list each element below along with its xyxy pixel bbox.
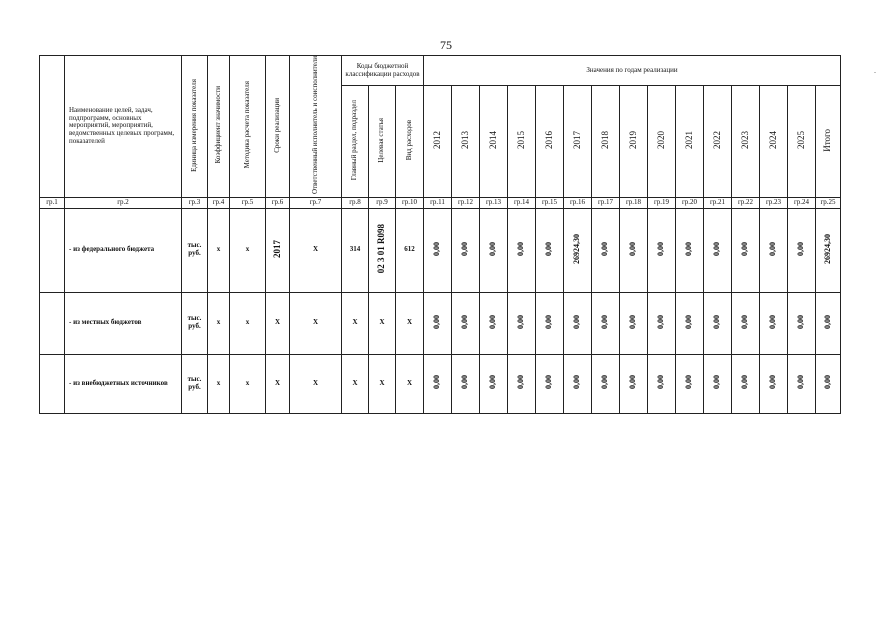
row-code-target: 02 3 01 R098 bbox=[376, 224, 387, 274]
row-unit: тыс. руб. bbox=[182, 292, 208, 354]
group-label: гр.18 bbox=[620, 197, 648, 208]
header-year: 2021 bbox=[683, 131, 694, 150]
row-value: 0,00 bbox=[796, 375, 806, 390]
header-year-cell bbox=[592, 86, 620, 198]
header-year: 2020 bbox=[655, 131, 666, 150]
header-year-cell bbox=[620, 86, 648, 198]
total-cell bbox=[816, 354, 841, 413]
row-code-target: Х bbox=[369, 292, 396, 354]
header-year: 2019 bbox=[627, 131, 638, 150]
group-label: гр.22 bbox=[732, 197, 760, 208]
group-label: гр.9 bbox=[369, 197, 396, 208]
header-code-type: Вид расходов bbox=[404, 119, 413, 161]
row-code-type: Х bbox=[396, 292, 424, 354]
table-row-extrabudgetary bbox=[40, 354, 841, 413]
row-responsible: Х bbox=[290, 292, 342, 354]
header-term-cell bbox=[266, 56, 290, 198]
group-label: гр.1 bbox=[40, 197, 65, 208]
row-value: 0,00 bbox=[488, 241, 498, 256]
value-cell bbox=[564, 354, 592, 413]
value-cell bbox=[480, 292, 508, 354]
group-label: гр.20 bbox=[676, 197, 704, 208]
header-year: 2014 bbox=[487, 131, 498, 150]
row-value: 0,00 bbox=[488, 375, 498, 390]
row-value: 0,00 bbox=[768, 314, 778, 329]
value-cell bbox=[424, 354, 452, 413]
value-cell bbox=[620, 354, 648, 413]
row-name: - из местных бюджетов bbox=[65, 292, 182, 354]
group-label: гр.19 bbox=[648, 197, 676, 208]
header-total: Итого bbox=[822, 128, 833, 152]
row-total: 0,00 bbox=[822, 375, 832, 390]
header-responsible: Ответственный исполнитель и соисполнители bbox=[310, 56, 319, 194]
group-label: гр.6 bbox=[266, 197, 290, 208]
value-cell bbox=[452, 354, 480, 413]
row-term: Х bbox=[266, 354, 290, 413]
value-cell bbox=[732, 208, 760, 292]
group-label: гр.16 bbox=[564, 197, 592, 208]
row-total: 26924,30 bbox=[822, 233, 832, 264]
row-unit: тыс. руб. bbox=[182, 354, 208, 413]
group-label: гр.25 bbox=[816, 197, 841, 208]
value-cell bbox=[564, 208, 592, 292]
header-year: 2018 bbox=[599, 131, 610, 150]
value-cell bbox=[676, 208, 704, 292]
row-code-target: Х bbox=[369, 354, 396, 413]
value-cell bbox=[536, 354, 564, 413]
value-cell bbox=[564, 292, 592, 354]
row-value: 0,00 bbox=[544, 241, 554, 256]
header-year: 2015 bbox=[515, 131, 526, 150]
header-year-cell bbox=[732, 86, 760, 198]
value-cell bbox=[536, 292, 564, 354]
value-cell bbox=[760, 208, 788, 292]
header-year-cell bbox=[424, 86, 452, 198]
row-code-main: Х bbox=[342, 354, 369, 413]
row-value: 0,00 bbox=[432, 314, 442, 329]
value-cell bbox=[760, 354, 788, 413]
row-value: 0,00 bbox=[460, 241, 470, 256]
row-coef: х bbox=[208, 208, 230, 292]
value-cell bbox=[452, 292, 480, 354]
header-code-main-cell bbox=[342, 86, 369, 198]
total-cell bbox=[816, 208, 841, 292]
empty-cell bbox=[40, 292, 65, 354]
value-cell bbox=[676, 354, 704, 413]
header-year: 2023 bbox=[739, 131, 750, 150]
value-cell bbox=[732, 354, 760, 413]
header-code-target-cell bbox=[369, 86, 396, 198]
row-value: 0,00 bbox=[796, 314, 806, 329]
header-year: 2012 bbox=[431, 131, 442, 150]
row-value: 0,00 bbox=[432, 241, 442, 256]
header-year: 2022 bbox=[711, 131, 722, 150]
value-cell bbox=[424, 208, 452, 292]
value-cell bbox=[760, 292, 788, 354]
header-blank-cell bbox=[40, 56, 65, 198]
row-value: 0,00 bbox=[796, 241, 806, 256]
header-year: 2025 bbox=[795, 131, 806, 150]
row-value: 0,00 bbox=[600, 241, 610, 256]
value-cell bbox=[648, 208, 676, 292]
row-value: 0,00 bbox=[488, 314, 498, 329]
group-label: гр.11 bbox=[424, 197, 452, 208]
row-name: - из федерального бюджета bbox=[65, 208, 182, 292]
header-codes-group: Коды бюджетной классификации расходов bbox=[342, 56, 424, 86]
table-row-local bbox=[40, 292, 841, 354]
row-value: 0,00 bbox=[432, 375, 442, 390]
header-year-cell bbox=[648, 86, 676, 198]
header-year: 2013 bbox=[459, 131, 470, 150]
value-cell bbox=[592, 354, 620, 413]
group-label: гр.7 bbox=[290, 197, 342, 208]
value-cell bbox=[704, 354, 732, 413]
row-code-type: Х bbox=[396, 354, 424, 413]
row-value: 0,00 bbox=[516, 241, 526, 256]
value-cell bbox=[676, 292, 704, 354]
row-method: х bbox=[230, 354, 266, 413]
row-term: Х bbox=[266, 292, 290, 354]
row-value: 0,00 bbox=[516, 314, 526, 329]
value-cell bbox=[788, 354, 816, 413]
group-label: гр.10 bbox=[396, 197, 424, 208]
header-year-cell bbox=[536, 86, 564, 198]
row-value: 0,00 bbox=[712, 314, 722, 329]
row-value: 0,00 bbox=[572, 375, 582, 390]
row-value: 0,00 bbox=[740, 375, 750, 390]
row-value: 0,00 bbox=[712, 241, 722, 256]
row-code-main: 314 bbox=[342, 208, 369, 292]
header-year-cell bbox=[480, 86, 508, 198]
row-value: 0,00 bbox=[572, 314, 582, 329]
row-coef: х bbox=[208, 354, 230, 413]
budget-table bbox=[39, 55, 841, 414]
table-row-federal bbox=[40, 208, 841, 292]
row-name: - из внебюджетных источников bbox=[65, 354, 182, 413]
row-value: 0,00 bbox=[684, 241, 694, 256]
value-cell bbox=[732, 292, 760, 354]
row-code-main: Х bbox=[342, 292, 369, 354]
row-total: 0,00 bbox=[822, 314, 832, 329]
group-label: гр.2 bbox=[65, 197, 182, 208]
row-code-type: 612 bbox=[396, 208, 424, 292]
row-value: 0,00 bbox=[628, 314, 638, 329]
total-cell bbox=[816, 292, 841, 354]
row-value: 0,00 bbox=[768, 375, 778, 390]
row-term: 2017 bbox=[271, 239, 282, 258]
value-cell bbox=[536, 208, 564, 292]
header-year: 2024 bbox=[767, 131, 778, 150]
row-value: 0,00 bbox=[740, 314, 750, 329]
row-value: 0,00 bbox=[656, 375, 666, 390]
row-responsible: Х bbox=[290, 208, 342, 292]
group-number-row bbox=[40, 197, 841, 208]
header-year: 2017 bbox=[571, 131, 582, 150]
margin-mark: - bbox=[874, 70, 876, 76]
header-year-cell bbox=[676, 86, 704, 198]
value-cell bbox=[620, 208, 648, 292]
header-year-cell bbox=[704, 86, 732, 198]
row-method: х bbox=[230, 292, 266, 354]
row-value: 0,00 bbox=[460, 375, 470, 390]
group-label: гр.5 bbox=[230, 197, 266, 208]
header-year-cell bbox=[564, 86, 592, 198]
group-label: гр.15 bbox=[536, 197, 564, 208]
row-value: 0,00 bbox=[460, 314, 470, 329]
group-label: гр.21 bbox=[704, 197, 732, 208]
value-cell bbox=[508, 208, 536, 292]
header-year-cell bbox=[788, 86, 816, 198]
empty-cell bbox=[40, 354, 65, 413]
group-label: гр.17 bbox=[592, 197, 620, 208]
header-code-target: Целевая статья bbox=[377, 117, 386, 163]
row-method: х bbox=[230, 208, 266, 292]
value-cell bbox=[592, 292, 620, 354]
row-value: 0,00 bbox=[768, 241, 778, 256]
value-cell bbox=[452, 208, 480, 292]
header-unit: Единица измерения показателя bbox=[189, 78, 198, 172]
row-value: 0,00 bbox=[544, 314, 554, 329]
row-value: 0,00 bbox=[516, 375, 526, 390]
header-code-type-cell bbox=[396, 86, 424, 198]
value-cell bbox=[704, 292, 732, 354]
row-value: 0,00 bbox=[600, 375, 610, 390]
value-cell bbox=[788, 208, 816, 292]
value-cell bbox=[648, 354, 676, 413]
group-label: гр.24 bbox=[788, 197, 816, 208]
row-code-target-cell bbox=[369, 208, 396, 292]
row-value: 0,00 bbox=[628, 241, 638, 256]
value-cell bbox=[508, 292, 536, 354]
header-method-cell bbox=[230, 56, 266, 198]
row-coef: х bbox=[208, 292, 230, 354]
row-value: 0,00 bbox=[600, 314, 610, 329]
header-coef: Коэффициент значимости bbox=[213, 86, 222, 164]
header-code-main: Главный раздел, подраздел bbox=[350, 99, 359, 181]
header-total-cell bbox=[816, 86, 841, 198]
row-value: 0,00 bbox=[628, 375, 638, 390]
group-label: гр.13 bbox=[480, 197, 508, 208]
row-value: 26924,30 bbox=[572, 233, 582, 264]
header-row-top bbox=[40, 56, 841, 86]
header-term: Сроки реализации bbox=[272, 97, 281, 153]
row-term-cell bbox=[266, 208, 290, 292]
header-name: Наименование целей, задач, подпрограмм, основных мероприятий, мероприятий, ведомственных целевых программ, показателей bbox=[65, 56, 182, 198]
row-value: 0,00 bbox=[684, 314, 694, 329]
row-value: 0,00 bbox=[544, 375, 554, 390]
value-cell bbox=[480, 208, 508, 292]
value-cell bbox=[704, 208, 732, 292]
group-label: гр.8 bbox=[342, 197, 369, 208]
value-cell bbox=[508, 354, 536, 413]
header-method: Методика расчета показателя bbox=[242, 81, 251, 169]
group-label: гр.4 bbox=[208, 197, 230, 208]
value-cell bbox=[620, 292, 648, 354]
row-value: 0,00 bbox=[684, 375, 694, 390]
header-coef-cell bbox=[208, 56, 230, 198]
value-cell bbox=[424, 292, 452, 354]
row-responsible: Х bbox=[290, 354, 342, 413]
value-cell bbox=[592, 208, 620, 292]
empty-cell bbox=[40, 208, 65, 292]
header-unit-cell bbox=[182, 56, 208, 198]
page-number: 75 bbox=[440, 38, 452, 52]
header-values-group: Значения по годам реализации bbox=[424, 56, 841, 86]
header-year-cell bbox=[760, 86, 788, 198]
value-cell bbox=[648, 292, 676, 354]
group-label: гр.12 bbox=[452, 197, 480, 208]
value-cell bbox=[480, 354, 508, 413]
group-label: гр.14 bbox=[508, 197, 536, 208]
header-year: 2016 bbox=[543, 131, 554, 150]
header-year-cell bbox=[508, 86, 536, 198]
value-cell bbox=[788, 292, 816, 354]
group-label: гр.3 bbox=[182, 197, 208, 208]
group-label: гр.23 bbox=[760, 197, 788, 208]
header-year-cell bbox=[452, 86, 480, 198]
header-responsible-cell bbox=[290, 56, 342, 198]
row-value: 0,00 bbox=[656, 241, 666, 256]
row-unit: тыс. руб. bbox=[182, 208, 208, 292]
row-value: 0,00 bbox=[712, 375, 722, 390]
row-value: 0,00 bbox=[740, 241, 750, 256]
row-value: 0,00 bbox=[656, 314, 666, 329]
